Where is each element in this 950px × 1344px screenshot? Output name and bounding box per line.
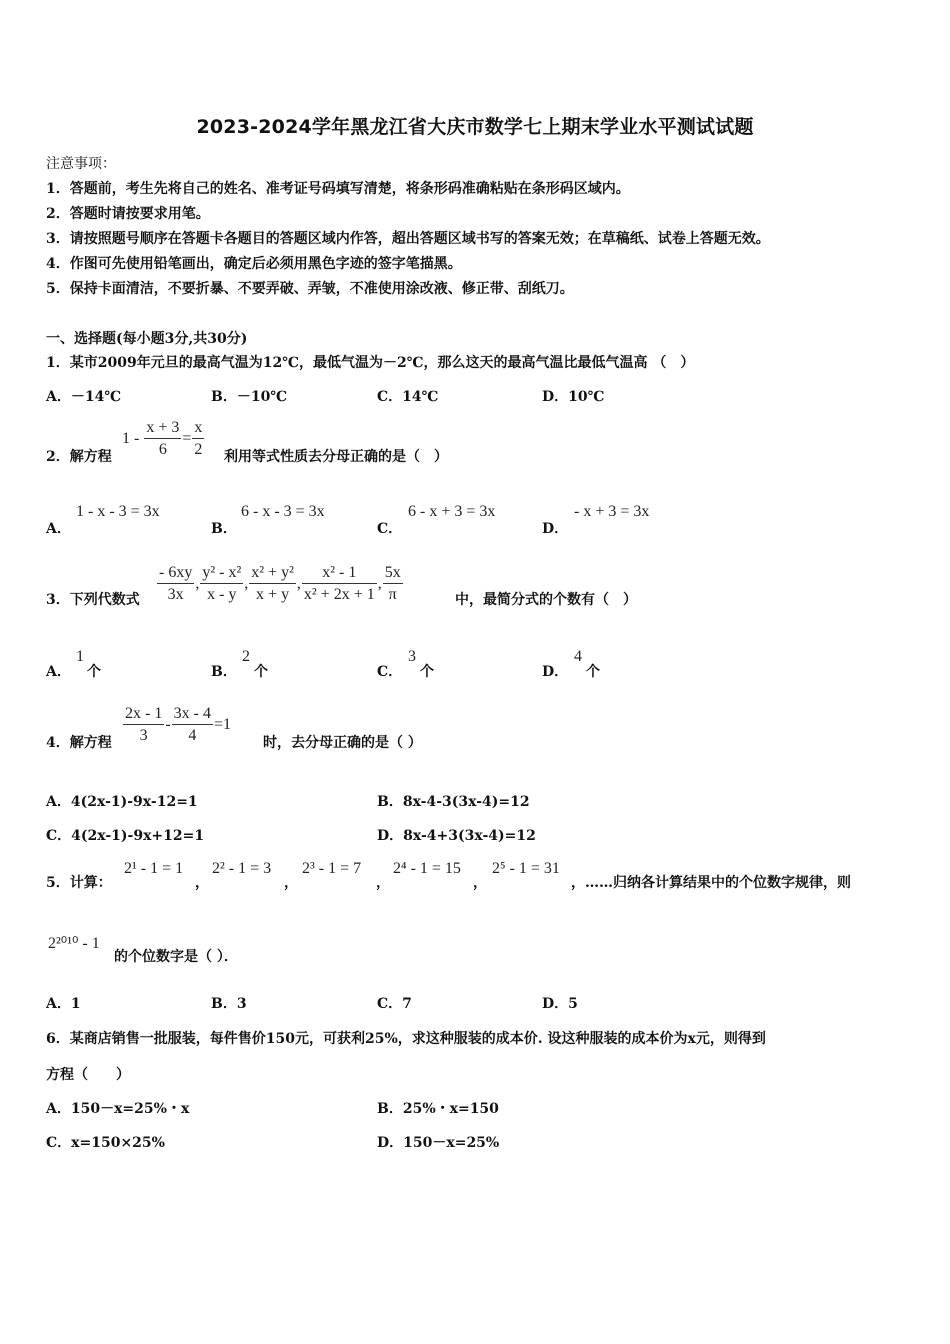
q3-fractions: $\frac{- 6xy}{3x}$ , $\frac{\text{y² - x²}}{x - y}$ , $\frac{\text{x² + y²}}{x + y}$ , $\frac{\text{x² - 1}}{\text{x² + 2x + 1}}$ , $\frac{5x}{\pi}$	[156, 563, 404, 606]
q5-tail: ，……归纳各计算结果中的个位数字规律，则	[571, 875, 851, 891]
q3-frac-5: $\frac{5x}{\pi}$	[384, 564, 401, 603]
section-heading: 一、选择题(每小题3分,共30分)	[46, 331, 248, 347]
q5-line2-text: 的个位数字是（ ）．	[114, 949, 238, 965]
q4-option-b: B．8x-4-3(3x-4)=12	[377, 794, 530, 810]
q4-option-c: C．4(2x-1)-9x+12=1	[46, 828, 205, 844]
notice-item: 3．请按照题号顺序在答题卡各题目的答题区域内作答，超出答题区域书写的答案无效；在草稿纸、试卷上答题无效。	[46, 231, 770, 247]
q5-expr-1: 2¹ - 1 = 1	[124, 860, 184, 877]
q5-expr-2: 2² - 1 = 3	[212, 860, 272, 877]
q5-sep-3: ，	[376, 875, 390, 891]
q3-frac-1: $\frac{- 6xy}{3x}$	[159, 564, 193, 603]
q5-sep-1: ，	[195, 875, 209, 891]
q3-frac-3: $\frac{\text{x² + y²}}{x + y}$	[251, 564, 294, 603]
q1-option-d: D．10℃	[542, 389, 605, 405]
q5-option-a: A．1	[46, 996, 81, 1012]
q1-stem: 1．某市2009年元旦的最高气温为12℃，最低气温为－2℃，那么这天的最高气温比最低气温高 （ ）	[46, 355, 695, 371]
q2-eq-frac1: $\frac{x + 3}{6}$	[146, 419, 180, 458]
q3-suffix: 中，最简分式的个数有（ ）	[455, 592, 637, 608]
q6-stem-line1: 6．某商店销售一批服装，每件售价150元，可获利25%，求这种服装的成本价. 设这种服装的成本价为x元，则得到	[46, 1031, 766, 1047]
q6-option-a: A．150－x=25%・x	[46, 1101, 190, 1117]
q3-label-a: A．	[46, 664, 71, 680]
q3-prefix: 3．下列代数式	[46, 592, 140, 608]
q2-option-b: 6 - x - 3 = 3x	[241, 503, 325, 520]
q5-sep-4: ，	[473, 875, 487, 891]
notice-heading: 注意事项：	[46, 156, 116, 172]
q3-frac-2: $\frac{\text{y² - x²}}{x - y}$	[202, 564, 242, 603]
q3-value-b: 2	[242, 648, 250, 665]
notice-item: 1．答题前，考生先将自己的姓名、准考证号码填写清楚，将条形码准确粘贴在条形码区域内。	[46, 181, 630, 197]
q6-option-d: D．150－x=25%	[377, 1135, 500, 1151]
q2-label-d: D．	[542, 521, 569, 537]
q3-label-b: B．	[211, 664, 237, 680]
q4-option-a: A．4(2x-1)-9x-12=1	[46, 794, 198, 810]
q2-label-a: A．	[46, 521, 71, 537]
q6-stem-line2: 方程（ ）	[46, 1067, 130, 1083]
q5-expr-4: 2⁴ - 1 = 15	[393, 860, 461, 877]
q4-option-d: D．8x-4+3(3x-4)=12	[377, 828, 536, 844]
q3-value-a: 1	[76, 648, 84, 665]
q5-option-d: D．5	[542, 996, 578, 1012]
q3-unit-c: 个	[420, 664, 434, 680]
q1-option-b: B．－10℃	[211, 389, 288, 405]
notice-item: 4．作图可先使用铅笔画出，确定后必须用黑色字迹的签字笔描黑。	[46, 256, 462, 272]
q1-option-c: C．14℃	[377, 389, 439, 405]
q2-option-c: 6 - x + 3 = 3x	[408, 503, 496, 520]
q2-eq-frac2: $\frac{x}{2}$	[194, 419, 203, 458]
notice-item: 2．答题时请按要求用笔。	[46, 206, 210, 222]
q5-expr-5: 2⁵ - 1 = 31	[492, 860, 560, 877]
q2-equation: 1 - $\frac{x + 3}{6}$ = $\frac{x}{2}$	[122, 418, 205, 461]
q2-option-a: 1 - x - 3 = 3x	[76, 503, 160, 520]
q3-value-c: 3	[408, 648, 416, 665]
q2-eq-lhs: 1 -	[122, 430, 140, 448]
q4-prefix: 4．解方程	[46, 735, 112, 751]
q3-label-d: D．	[542, 664, 569, 680]
q3-frac-4: $\frac{\text{x² - 1}}{\text{x² + 2x + 1}}$	[303, 564, 375, 603]
q3-unit-b: 个	[254, 664, 268, 680]
q2-suffix: 利用等式性质去分母正确的是（ ）	[224, 449, 448, 465]
q1-option-a: A．－14℃	[46, 389, 122, 405]
q4-equation: $\frac{2x - 1}{3}$ - $\frac{3x - 4}{4}$ =1	[122, 704, 231, 747]
q5-option-b: B．3	[211, 996, 247, 1012]
q6-option-c: C．x=150×25%	[46, 1135, 165, 1151]
q2-prefix: 2．解方程	[46, 449, 112, 465]
q3-value-d: 4	[574, 648, 582, 665]
page-title: 2023-2024学年黑龙江省大庆市数学七上期末学业水平测试试题	[196, 116, 754, 138]
q3-unit-a: 个	[87, 664, 101, 680]
q5-line2-expr: 2²⁰¹⁰ - 1	[48, 935, 100, 952]
q5-prefix: 5．计算：	[46, 875, 112, 891]
q2-label-c: C．	[377, 521, 403, 537]
q5-expr-3: 2³ - 1 = 7	[302, 860, 362, 877]
q2-label-b: B．	[211, 521, 237, 537]
q4-suffix: 时，去分母正确的是（ ）	[263, 735, 422, 751]
q6-option-b: B．25%・x=150	[377, 1101, 499, 1117]
q3-unit-d: 个	[586, 664, 600, 680]
q3-label-c: C．	[377, 664, 403, 680]
q5-option-c: C．7	[377, 996, 412, 1012]
q4-eq-frac1: $\frac{2x - 1}{3}$	[125, 705, 163, 744]
q2-option-d: - x + 3 = 3x	[574, 503, 650, 520]
q5-sep-2: ，	[284, 875, 298, 891]
notice-item: 5．保持卡面清洁，不要折暴、不要弄破、弄皱，不准使用涂改液、修正带、刮纸刀。	[46, 281, 574, 297]
q4-eq-frac2: $\frac{3x - 4}{4}$	[173, 705, 211, 744]
